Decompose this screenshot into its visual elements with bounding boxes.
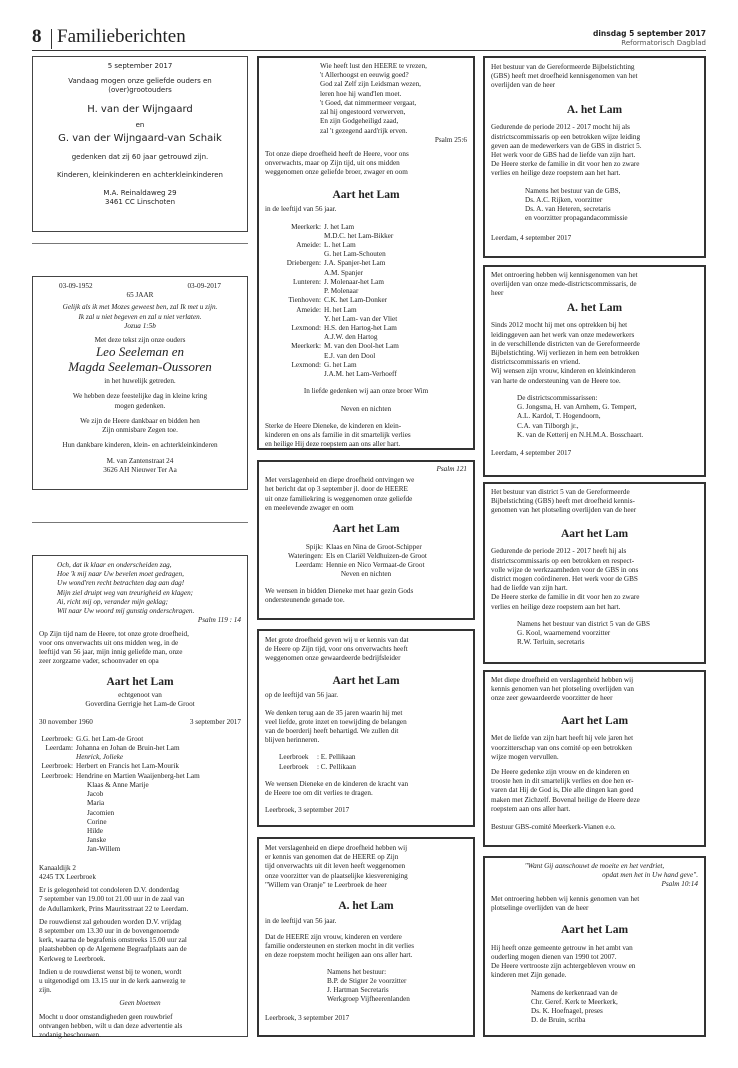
family-name: A.J.W. den Hartog [324,333,378,342]
intro-line-2: Bijbelstichting (GBS) heeft met droefheid kennis- [491,497,635,506]
death-date: 3 september 2017 [189,717,241,726]
family-name: G. het Lam [324,360,357,369]
intro-line-2: overlijden van onze mede-districtscommissaris, de [491,280,637,289]
poem-line-3: Uw wond'ren recht betrachten dag aan dag! [57,579,185,588]
note-line-2: ontvangen hebben, wilt u dan deze advertentie als [39,1021,183,1030]
family-name: J.A. Spanjer-het Lam [324,259,386,268]
para1-line-2: voorzitterschap van ons comité op een betrokken [491,743,632,752]
para-line-5: De Heere sterke de familie in dit voor hen zo zware [491,160,640,169]
intro-line-3: uit onze familiekring is weggenomen onze geliefde [265,494,413,503]
grandchild: Jacomien [87,808,115,817]
verse-line-1: "Want Gij aanschouwt de moeite en het verdriet, [524,862,665,870]
poem-line-4: leren hoe hij wand'len moet. [320,89,402,98]
signer: Ds. K. Hoefnagel, preses [531,1007,603,1016]
closing-line-1: We wensen Dieneke en de kinderen de kracht van [265,779,409,788]
no-flowers: Geen bloemen [119,999,161,1008]
para-line-5: had de liefde van zijn hart. [491,584,568,593]
intro-line-1: Met ontroering hebben wij kennisgenomen van het [491,271,638,279]
poem-line-6: Wil naar Uw woord mij gunstig onderschragen. [57,607,195,616]
para-line-2: districtscommissaris op een betrokken en respect- [491,556,635,565]
closing-line-1: We wensen in bidden Dieneke met haar gezin Gods [265,586,414,595]
para-line-7: verlies en heilige deze roepstem aan het hart. [491,602,621,611]
anniversary-ad-seeleman [32,276,248,490]
service-line-1: De rouwdienst zal gehouden worden D.V. vrijdag [39,917,182,926]
family-place: Leerbroek: [41,762,73,771]
board-member: B.P. de Stigter 2e voorzitter [327,976,407,985]
para2-line-1: De Heere gedenke zijn vrouw en de kinderen en [491,768,630,777]
signer: K. van de Ketterij en N.H.M.A. Bosschaart. [517,430,644,439]
death-notice-siblings [257,56,475,450]
para-line-3: van de boerderij heeft behartigd. We zullen dit [265,727,399,736]
para-line-4: Bijbelstichting. Wij verliezen in hem een betrokken [491,349,640,358]
intro-line-3: weggenomen onze gewaardeerde bedrijfsleider [265,654,401,663]
poem-line-6: zal hij ongestoord verwerven, [320,108,406,117]
header-newspaper: Reformatorisch Dagblad [621,39,706,47]
intro-line-2: (GBS) heeft met droefheid kennisgenomen van het [491,72,638,81]
family-place: Lexmond: [291,323,321,332]
poem-ref: Psalm 25:6 [434,135,467,144]
para-line-2: districtscommissaris op een betrokken wijze leiding [491,132,641,141]
para-line-4: blijven herinneren. [265,736,320,745]
family-place: Leerdam: [295,561,323,570]
attend-line-3: zijn. [39,986,52,995]
family-name: Els en Clariël Veldhuizen-de Groot [326,552,427,561]
address-line-2: 3461 CC Linschoten [104,198,176,207]
condolence-line-2: 7 september van 19.00 tot 21.00 uur in de zaal van [39,895,185,904]
family-name: Hennie en Nico Vermaat-de Groot [326,561,425,570]
address-line-2: 3626 AH Nieuwer Ter Aa [103,465,177,474]
family-place: Lexmond: [291,360,321,369]
signer: Ds. A.C. Rijken, voorzitter [525,195,603,204]
closing-line-2: ondersteunende genade toe. [265,595,345,604]
family-place: Tienhoven: [288,296,321,305]
death-notice-district-commissioners [483,265,706,477]
spouse-intro: echtgenoot van [118,691,162,700]
death-notice-gbs-committee [483,670,706,847]
date-left: 03-09-1952 [59,282,93,290]
family-place: Leerdam: [45,744,73,752]
intro-line-2: onverwachts, maar op Zijn tijd, uit ons midden [265,159,400,168]
intro-line-3: genomen van het plotseling overlijden van de heer [491,506,637,515]
para2-line-3: varen dat Hij de God is, Die alle dingen kan goed [491,786,634,795]
age-line: in de leeftijd van 56 jaar. [265,916,337,925]
deceased-name: Aart het Lam [332,674,400,687]
poem-ref: Psalm 119 : 14 [197,616,241,625]
para1-line-3: wijze mogen vervullen. [491,752,559,761]
closing-line-3: en heilige Hij deze roepstem aan ons aller hart. [265,440,401,449]
birth-date: 30 november 1960 [39,717,93,726]
para-line-6: verlies en heilige deze roepstem aan het hart. [491,169,621,178]
signer: Namens de kerkenraad van de [531,988,618,997]
family-name: Y. het Lam- van der Vliet [324,314,398,323]
verse-line-2: Ik zal u niet begeven en zal u niet verlaten. [78,312,202,321]
poem-line-5: 't Goed, dat nimmermeer vergaat, [320,98,417,107]
family-name: M.D.C. het Lam-Bikker [324,231,394,240]
family-name: J. het Lam [324,222,355,231]
poem-line-1: Och, dat ik klaar en onderscheiden zag, [57,561,172,569]
para2-line-4: maken met Zichzelf. Bovenal heilige de Heere deze [491,795,640,804]
para-line-2: veel liefde, grote inzet en toewijding de belangen [265,717,407,726]
para-line-3: geven aan de medewerkers van de GBS in district 5. [491,141,642,150]
grandchild: Janske [87,836,107,845]
years-label: 65 JAAR [126,291,154,300]
service-line-2: 8 september om 13.30 uur in de bovengenoemde [39,926,180,935]
family-name: Klaas en Nina de Groot-Schipper [326,542,422,551]
header-rule [32,50,706,51]
family-name: E.J. van den Dool [324,351,376,360]
para-line-2: familie ondersteunen en sterken mocht in dit verlies [265,942,415,951]
signer: Namens het bestuur van de GBS, [525,186,621,195]
family-place: Driebergen: [286,259,321,268]
para-line-5: districtscommissaris en vriend. [491,358,581,367]
family-place: Ameide: [296,241,321,249]
para-line-1: Gedurende de periode 2012 - 2017 heeft hij als [491,547,627,556]
family-name: J. Molenaar-het Lam [324,277,384,286]
poem-line-2: 't Allerhoogst en eeuwig goed? [320,71,409,80]
para-line-4: Het werk voor de GBS had de liefde van zijn hart. [491,151,636,160]
closing-line-2: de Heere toe om dit verlies te dragen. [265,789,373,798]
intro-line-2: er kennis van genomen dat de HEERE op Zijn [265,853,399,862]
ad-text-3b: Zijn onmisbare Zegen toe. [102,426,178,435]
family-place: Spijk: [305,542,323,551]
death-notice-in-laws [257,460,475,620]
service-line-3: kerk, waarna de begrafenis omstreeks 15.00 uur zal [39,936,187,945]
family-place: Wateringen: [288,552,323,561]
family-place: Leerbroek: [41,734,73,743]
family-place: Meerkerk: [291,222,321,231]
footer-line: Leerdam, 4 september 2017 [491,449,572,457]
attend-line-2: u uitgenodigd om 13.15 uur in de kerk aanwezig te [39,977,186,986]
para-line-2: leidinggeven aan het werk van onze medewerkers [491,330,635,339]
death-notice-family [32,555,248,1040]
ad-intro: Met deze tekst zijn onze ouders [94,336,186,345]
family-place: Ameide: [296,305,321,314]
address-line-1: M.A. Reinaldaweg 29 [103,189,177,198]
signer: G. Jongsma, H. van Arnhem, G. Tempert, [517,403,637,412]
verse-line-2: opdat men het in Uw hand geve". [602,871,698,880]
family-name: A.M. Spanjer [324,268,363,277]
para-line-3: volle wijze de werkzaamheden voor de GBS in ons [491,565,639,574]
family-name: J.A.M. het Lam-Verhoeff [324,370,397,379]
ad-text-1: in het huwelijk getreden. [104,377,176,386]
ad-intro-2: (over)grootouders [108,85,172,94]
family-place: Lunteren: [293,277,321,286]
signer-name: : C. Pellikaan [317,762,356,771]
poem-line-1: Wie heeft lust den HEERE te vrezen, [320,62,427,70]
para-line-3: in de verschillende districten van de Gereformeerde [491,339,640,348]
para-line-1: Gedurende de periode 2012 - 2017 mocht hij als [491,123,630,132]
nephews-line: Neven en nichten [340,404,392,413]
poem-line-2: Hoe 'k mij naar Uw bevelen moet gedragen, [57,570,184,579]
family-name: M. van den Dool-het Lam [324,342,399,351]
verse-ref: Psalm 10:14 [661,880,698,889]
intro-line-3: overlijden van de heer [491,81,556,90]
ad-date: 5 september 2017 [107,62,173,70]
service-line-5: Kerkweg te Leerbroek. [39,954,106,963]
signer: C.A. van Tilborgh jr., [517,421,579,430]
header-date: dinsdag 5 september 2017 [592,29,706,38]
grandchild: Maria [87,799,105,808]
spouse-name-1: Leo Seeleman en [95,344,185,360]
page-number: 8 [32,26,42,47]
header-divider [51,29,52,49]
para1-line-1: Met de liefde van zijn hart heeft hij vele jaren het [491,734,634,743]
para2-line-2: trooste hen in dit smartelijk verlies en doe hen er- [491,777,634,786]
signer: en voorzitter propagandacommissie [525,214,628,223]
ad-text-3a: We zijn de Heere dankbaar en bidden hen [80,416,200,425]
grandchild: Jacob [87,790,104,799]
family-place: Meerkerk: [291,342,321,351]
death-notice-employer [257,629,475,827]
poem-line-7: En zijn Godgeheiligd zaad, [320,117,399,126]
family-name: C.K. het Lam-Donker [324,296,388,305]
attend-line-1: Indien u de rouwdienst wenst bij te wonen, wordt [39,967,182,976]
grandchild: Klaas & Anne Marije [87,780,149,789]
board-intro: Namens het bestuur: [327,967,387,976]
memory-line: In liefde gedenken wij aan onze broer Wim [303,387,429,396]
deceased-name: A. het Lam [566,103,623,116]
spouse-name-2: G. van der Wijngaard-van Schaik [58,132,222,144]
deceased-name: Aart het Lam [106,676,174,689]
intro-line-3: heer [491,289,504,298]
separator-1 [32,243,248,244]
footer-line: Leerdam, 4 september 2017 [491,233,572,242]
address-line-1: M. van Zantenstraat 24 [106,456,174,465]
ad-text-2b: mogen gedenken. [114,401,166,410]
para-line-7: van harte de ondersteuning van de Heere toe. [491,376,621,385]
intro-line-1: Met verslagenheid en diepe droefheid hebben wij [265,844,408,852]
poem-line-5: Ai, richt mij op, verander mijn geklag; [57,597,168,606]
signer-place: Leerbroek [279,753,309,762]
intro-line-1: Met grote droefheid geven wij u er kennis van dat [265,636,409,644]
signer: De districtscommissarissen: [517,393,598,402]
family-name: Herbert en Francis het Lam-Mourik [76,762,179,771]
ad-text-4: Hun dankbare kinderen, klein- en achterkleinkinderen [62,441,218,450]
deceased-name: A. het Lam [566,301,623,314]
board-member: Werkgroep Vijfheerenlanden [327,995,410,1004]
grandchild: Corine [87,817,107,826]
intro-line-3: onze zeer gewaardeerde voorzitter de heer [491,694,613,703]
spouse-name: Goverdina Gerrigje het Lam-de Groot [85,700,195,709]
signer: Namens het bestuur van district 5 van de GBS [517,619,650,628]
conjunction: en [135,120,145,129]
ad-text-1: gedenken dat zij 60 jaar getrouwd zijn. [71,153,209,162]
death-notice-association [257,837,475,1037]
family-name: P. Molenaar [324,287,359,296]
spouse-name-2: Magda Seeleman-Oussoren [68,359,212,375]
nephews-line: Neven en nichten [340,570,392,579]
deceased-name: Aart het Lam [332,188,400,201]
para-line-4: kinderen met Zijn genade. [491,971,567,980]
intro-line-4: en meelevende zwager en oom [265,503,354,512]
deceased-name: Aart het Lam [560,714,629,727]
date-right: 03-09-2017 [187,282,221,290]
intro-line-1: Het bestuur van district 5 van de Gereformeerde [491,488,630,496]
address-line-2: 4245 TX Leerbroek [39,872,96,881]
age-line: in de leeftijd van 56 jaar. [265,205,337,214]
intro-line-4: zeer zorgzame vader, schoonvader en opa [39,657,159,666]
para-line-6: Wij wensen zijn vrouw, kinderen en kleinkinderen [491,367,636,376]
para-line-4: district mogen coördineren. Het werk voor de GBS [491,575,638,584]
condolence-line-3: de Adullamkerk, Prins Mauritsstraat 22 te Leerdam. [39,904,189,913]
family-name: Hendrine en Martien Waaijenberg-het Lam [76,771,200,780]
signer: Chr. Geref. Kerk te Meerkerk, [531,997,618,1006]
intro-line-1: Tot onze diepe droefheid heeft de Heere, voor ons [265,149,409,158]
grandchild: Jan-Willem [87,845,121,854]
intro-line-2: voor ons onverwachts uit ons midden weg, in de [39,638,179,647]
para-line-3: De Heere vertrooste zijn achtergebleven vrouw en [491,962,636,971]
para-line-6: De Heere sterke de familie in dit voor hen zo zware [491,593,640,602]
intro-line-2: plotselinge overlijden van de heer [491,903,589,912]
ad-intro-1: Vandaag mogen onze geliefde ouders en [68,76,212,85]
deceased-name: Aart het Lam [332,523,400,536]
ad-text-2: Kinderen, kleinkinderen en achterkleinkinderen [56,171,223,180]
footer-line: Bestuur GBS-comité Meerkerk-Vianen e.o. [491,823,616,832]
intro-line-3: leeftijd van 56 jaar, mijn innig geliefde man, onze [39,647,183,656]
intro-line-3: tijd onverwachts uit dit leven heeft weggenomen [265,862,406,871]
section-title: Familieberichten [57,26,186,47]
grandchild: Hilde [87,826,103,835]
signer-name: : E. Pellikaan [317,753,356,762]
board-member: J. Hartman Secretaris [327,986,389,995]
family-name: H. het Lam [324,305,357,314]
para-line-2: ouderling mogen dienen van 1990 tot 2007. [491,953,617,962]
family-name: Johanna en Johan de Bruin-het Lam [76,744,180,752]
intro-line-1: Met verslagenheid en diepe droefheid ontvingen we [265,476,415,485]
spouse-name-1: H. van der Wijngaard [87,103,193,115]
intro-line-1: Met ontroering hebben wij kennis genomen van het [491,894,640,903]
ad-text-2a: We hebben deze feestelijke dag in kleine kring [72,392,208,401]
intro-line-2: de Heere op Zijn tijd, voor ons onverwachts heeft [265,645,408,654]
family-name: L. het Lam [324,241,356,249]
anniversary-ad-wijngaard [32,56,248,232]
death-notice-district-5 [483,482,706,664]
intro-line-2: kennis genomen van het plotseling overlijden van [491,685,634,694]
family-name: G.G. het Lam-de Groot [76,734,144,743]
intro-line-5: "Willem van Oranje" te Leerbroek de heer [265,880,387,889]
address-line-1: Kanaaldijk 2 [39,863,76,872]
death-notice-church-council [483,856,706,1037]
poem-line-3: God zal Zelf zijn Leidsman wezen, [320,80,421,89]
poem-line-8: zal 't gezegend aard'rijk erven. [320,126,408,135]
poem-line-4: Mijn ziel druipt weg van treurigheid en klagen; [57,588,194,597]
signer: A.L. Kardol, T. Hogendoorn, [517,412,601,421]
closing-line-2: kinderen en ons als familie in dit smartelijk verlies [265,430,411,439]
intro-line-1: Het bestuur van de Gereformeerde Bijbelstichting [491,63,635,71]
note-line-1: Mocht u door omstandigheden geen rouwbrief [39,1012,173,1021]
signer: D. de Bruin, scriba [531,1016,586,1025]
family-name: Henrick, Jolieke [76,753,124,762]
signer: G. Kool, waarnemend voorzitter [517,629,611,638]
para-line-1: Sinds 2012 mocht hij met ons optrekken bij het [491,321,628,330]
para-line-1: Dat de HEERE zijn vrouw, kinderen en verdere [265,933,402,942]
para-line-1: Hij heeft onze gemeente getrouw in het ambt van [491,943,633,952]
signer: Ds. A. van Heteren, secretaris [525,205,611,214]
death-notice-gbs-board [483,56,706,258]
note-line-3: zodanig beschouwen. [39,1031,101,1040]
para-line-3: en deze roepstem mocht heiligen aan ons aller hart. [265,951,413,960]
intro-line-2: het bericht dat op 3 september jl. door de HEERE [265,485,408,494]
intro-line-3: weggenomen onze geliefde broer, zwager en oom [265,168,408,177]
verse-line-1: Gelijk als ik met Mozes geweest ben, zal Ik met u zijn. [62,303,218,312]
deceased-name: Aart het Lam [560,924,629,937]
para2-line-5: roepstem aan ons aller hart. [491,804,571,813]
intro-line-1: Op Zijn tijd nam de Heere, tot onze grote droefheid, [39,629,189,638]
service-line-4: plaatshebben op de Algemene Begraafplaats aan de [39,945,187,954]
intro-line-4: onze voorzitter van de plaatselijke kiesvereniging [265,871,408,880]
deceased-name: Aart het Lam [560,527,629,540]
signer-place: Leerbroek [279,762,309,771]
age-line: op de leeftijd van 56 jaar. [265,691,339,700]
family-name: H.S. den Hartog-het Lam [324,323,397,332]
separator-2 [32,522,248,523]
family-place: Leerbroek: [41,771,73,780]
intro-line-1: Met diepe droefheid en verslagenheid hebben wij [491,676,634,684]
footer-line: Leerbroek, 3 september 2017 [265,1013,350,1022]
psalm-ref: Psalm 121 [436,465,467,473]
verse-ref: Jozua 1:5b [124,321,156,330]
condolence-line-1: Er is gelegenheid tot condoleren D.V. donderdag [39,886,179,895]
closing-line-1: Sterke de Heere Dieneke, de kinderen en klein- [265,421,402,430]
footer-line: Leerbroek, 3 september 2017 [265,806,350,815]
signer: R.W. Terluin, secretaris [517,638,585,647]
deceased-name: A. het Lam [338,900,394,913]
family-name: G. het Lam-Schouten [324,250,386,259]
para-line-1: We denken terug aan de 35 jaren waarin hij met [265,708,403,717]
